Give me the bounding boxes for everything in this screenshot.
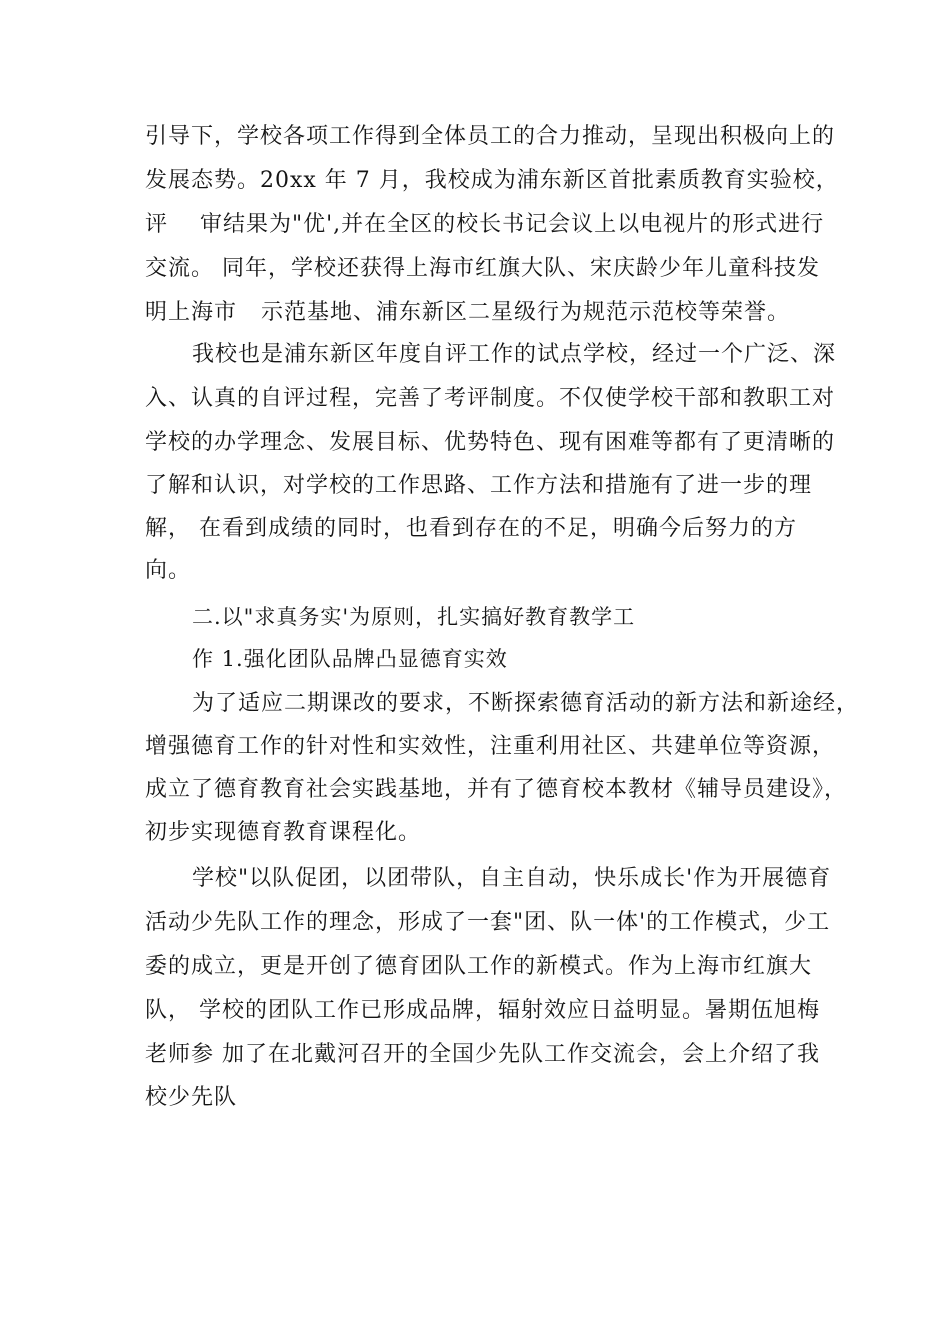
text-line: 队， 学校的团队工作已形成品牌，辐射效应日益明显。暑期伍旭梅 — [145, 998, 820, 1023]
text-line: 交流。 同年，学校还获得上海市红旗大队、宋庆龄少年儿童科技发 — [145, 256, 820, 281]
text-line: 学校的办学理念、发展目标、优势特色、现有困难等都有了更清晰的 — [145, 430, 836, 455]
text-line: 校少先队 — [145, 1085, 238, 1110]
text-line: 增强德育工作的针对性和实效性，注重利用社区、共建单位等资源， — [145, 734, 836, 759]
text-line: 入、认真的自评过程，完善了考评制度。不仅使学校干部和教职工对 — [145, 386, 836, 411]
text-line: 成立了德育教育社会实践基地，并有了德育校本教材《辅导员建设》， — [145, 777, 848, 802]
text-line: 了解和认识，对学校的工作思路、工作方法和措施有了进一步的理 — [145, 473, 813, 498]
text-line: 老师参 加了在北戴河召开的全国少先队工作交流会，会上介绍了我 — [145, 1042, 820, 1067]
text-line: 学校"以队促团，以团带队，自主自动，快乐成长'作为开展德育 — [192, 866, 832, 891]
text-line: 活动少先队工作的理念，形成了一套"团、队一体'的工作模式，少工 — [145, 910, 831, 935]
text-line: 向。 — [145, 558, 192, 583]
subheading-line: 作 1.强化团队品牌凸显德育实效 — [192, 647, 508, 671]
text-line: 初步实现德育教育课程化。 — [145, 820, 422, 845]
text-line: 委的成立，更是开创了德育团队工作的新模式。作为上海市红旗大 — [145, 954, 813, 979]
text-line: 解， 在看到成绩的同时，也看到存在的不足，明确今后努力的方 — [145, 516, 797, 541]
text-line: 引导下，学校各项工作得到全体员工的合力推动，呈现出积极向上的 — [145, 124, 836, 149]
text-line: 评 审结果为"优',并在全区的校长书记会议上以电视片的形式进行 — [145, 212, 825, 237]
heading-line: 二.以"求真务实'为原则，扎实搞好教育教学工 — [192, 605, 636, 629]
text-line: 明上海市 示范基地、浦东新区二星级行为规范示范校等荣誉。 — [145, 300, 790, 325]
text-line: 发展态势。20xx 年 7 月，我校成为浦东新区首批素质教育实验校， — [145, 168, 839, 193]
text-line: 为了适应二期课改的要求，不断探索德育活动的新方法和新途经， — [192, 691, 860, 716]
text-line: 我校也是浦东新区年度自评工作的试点学校，经过一个广泛、深 — [192, 342, 837, 367]
